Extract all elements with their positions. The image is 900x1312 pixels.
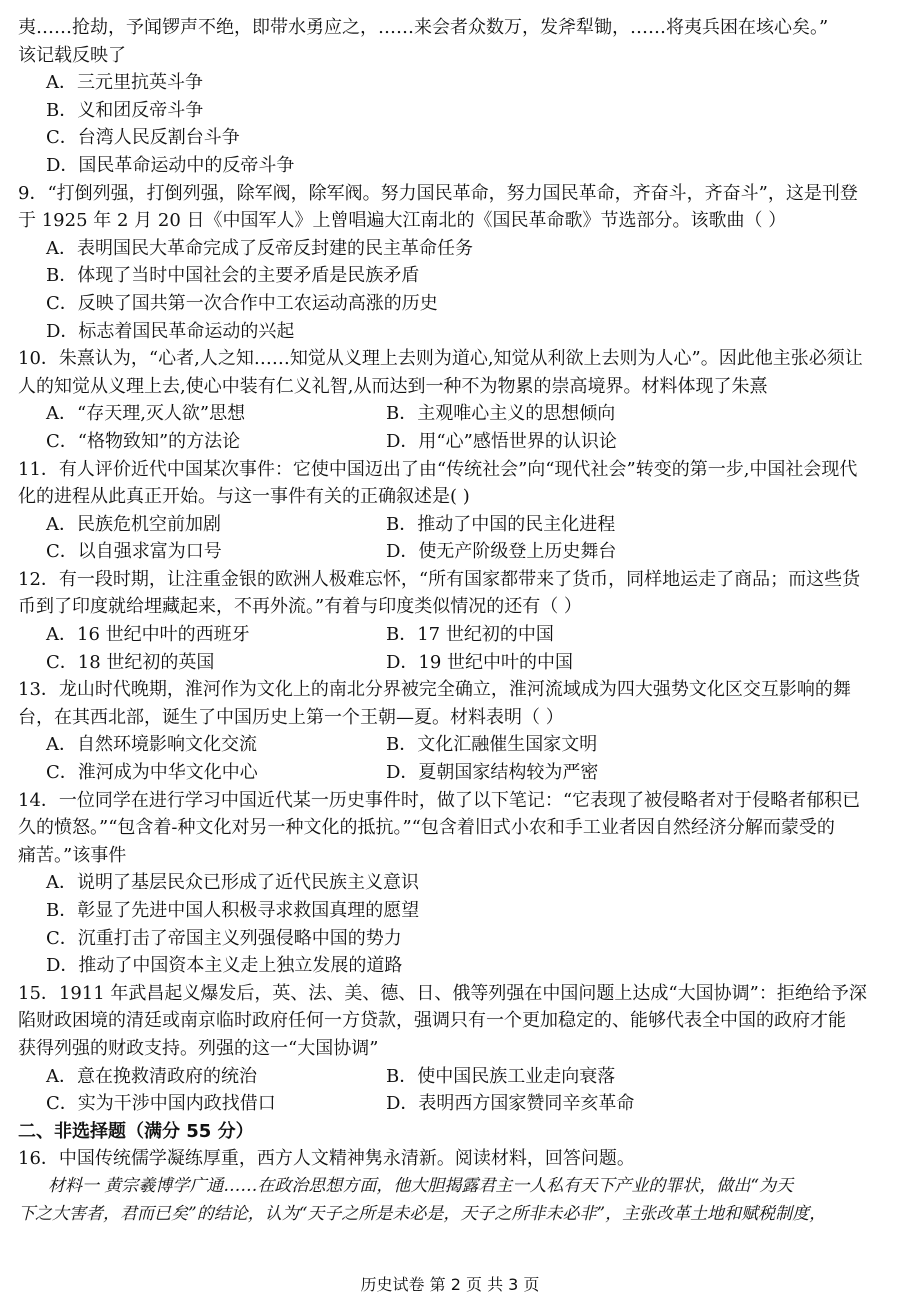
material-text: 材料一 黄宗羲博学广通……在政治思想方面，他大胆揭露君主一人私有天下产业的罪状，做出“为天 xyxy=(48,1175,794,1196)
question-10: 10．朱熹认为，“心者,人之知……知觉从义理上去则为道心,知觉从利欲上去则为人心”。因此他主张必须让 xyxy=(18,348,863,370)
option: C．实为干涉中国内政找借口 xyxy=(46,1093,276,1115)
option: A．说明了基层民众已形成了近代民族主义意识 xyxy=(46,872,419,894)
option: D．用“心”感悟世界的认识论 xyxy=(386,430,617,452)
option: A．16 世纪中叶的西班牙 xyxy=(46,624,250,646)
option: D．19 世纪中叶的中国 xyxy=(386,651,574,673)
option: B．体现了当时中国社会的主要矛盾是民族矛盾 xyxy=(46,265,420,287)
question-13: 13．龙山时代晚期，淮河作为文化上的南北分界被完全确立，淮河流域成为四大强势文化区交互影响的舞 xyxy=(18,679,851,701)
option: C．沉重打击了帝国主义列强侵略中国的势力 xyxy=(46,927,402,949)
option: A．意在挽救清政府的统治 xyxy=(46,1065,257,1087)
option: D．推动了中国资本主义走上独立发展的道路 xyxy=(46,955,403,977)
page-footer: 历史试卷 第 2 页 共 3 页 xyxy=(360,1275,540,1294)
option: A．三元里抗英斗争 xyxy=(46,72,203,94)
option: D．国民革命运动中的反帝斗争 xyxy=(46,154,295,176)
option: D．夏朝国家结构较为严密 xyxy=(386,762,599,784)
question-16: 16．中国传统儒学凝练厚重，西方人文精神隽永清新。阅读材料，回答问题。 xyxy=(18,1148,635,1170)
option: C．反映了国共第一次合作中工农运动高涨的历史 xyxy=(46,292,438,314)
text-line: 夷……抢劫，予闻锣声不绝，即带水勇应之，……来会者众数万，发斧犁锄，……将夷兵困在垓心矣。” xyxy=(18,17,829,38)
option: B．推动了中国的民主化进程 xyxy=(386,513,616,535)
exam-page xyxy=(18,14,882,1228)
option: B．彰显了先进中国人积极寻求救国真理的愿望 xyxy=(46,900,420,921)
option: B．义和团反帝斗争 xyxy=(46,99,204,121)
text-line: 久的愤怒。”“包含着-种文化对另一种文化的抵抗。”“包含着旧式小农和手工业者因自然经济分解而蒙受的 xyxy=(18,817,835,839)
option: B．17 世纪初的中国 xyxy=(386,624,554,646)
section-heading: 二、非选择题（满分 55 分） xyxy=(18,1120,254,1142)
text-line: 人的知觉从义理上去,使心中装有仁义礼智,从而达到一种不为物累的崇高境界。材料体现了朱熹 xyxy=(18,375,768,397)
option: C．18 世纪初的英国 xyxy=(46,651,215,673)
option: C．以自强求富为口号 xyxy=(46,541,222,563)
option: C．淮河成为中华文化中心 xyxy=(46,762,258,784)
option-row xyxy=(18,649,882,677)
option: C．“格物致知”的方法论 xyxy=(46,430,241,452)
option: A．“存天理,灭人欲”思想 xyxy=(46,403,246,425)
option: D．表明西方国家赞同辛亥革命 xyxy=(386,1093,635,1115)
option: A．表明国民大革命完成了反帝反封建的民主革命任务 xyxy=(46,237,473,259)
option: B．文化汇融催生国家文明 xyxy=(386,734,598,756)
question-9: 9．“打倒列强，打倒列强，除军阀，除军阀。努力国民革命，努力国民革命，齐奋斗，齐奋斗”，这是刊登 xyxy=(18,182,858,204)
option-row xyxy=(18,621,882,649)
question-15: 15．1911 年武昌起义爆发后，英、法、美、德、日、俄等列强在中国问题上达成“大国协调”：拒绝给予深 xyxy=(18,982,867,1004)
option: D．使无产阶级登上历史舞台 xyxy=(386,541,617,563)
question-11: 11．有人评价近代中国某次事件：它使中国迈出了由“传统社会”向“现代社会”转变的第一步,中国社会现代 xyxy=(18,458,858,480)
option-row xyxy=(18,731,882,759)
option: B．使中国民族工业走向衰落 xyxy=(386,1065,616,1087)
option-row xyxy=(18,1090,882,1118)
option-row xyxy=(18,538,882,566)
question-14: 14．一位同学在进行学习中国近代某一历史事件时，做了以下笔记：“它表现了被侵略者对于侵略者郁积已 xyxy=(18,789,861,811)
question-12: 12．有一段时期，让注重金银的欧洲人极难忘怀，“所有国家都带来了货币，同样地运走了商品；而这些货 xyxy=(18,568,861,590)
text-line: 获得列强的财政支持。列强的这一“大国协调” xyxy=(18,1037,379,1059)
option-row xyxy=(18,511,882,539)
option: A．自然环境影响文化交流 xyxy=(46,734,257,756)
option: D．标志着国民革命运动的兴起 xyxy=(46,320,295,342)
text-line: 币到了印度就给埋藏起来，不再外流。”有着与印度类似情况的还有（ ） xyxy=(18,596,582,618)
text-line: 化的进程从此真正开始。与这一事件有关的正确叙述是( ) xyxy=(18,486,470,508)
text-line: 陷财政困境的清廷或南京临时政府任何一方贷款，强调只有一个更加稳定的、能够代表全中国的政府才能 xyxy=(18,1010,846,1032)
option-row xyxy=(18,400,882,428)
option: B．主观唯心主义的思想倾向 xyxy=(386,403,616,425)
text-line: 台，在其西北部，诞生了中国历史上第一个王朝—夏。材料表明（ ） xyxy=(18,706,564,728)
option: A．民族危机空前加剧 xyxy=(46,513,221,535)
option-row xyxy=(18,1063,882,1091)
text-line: 该记载反映了 xyxy=(18,44,126,66)
text-line: 痛苦。”该事件 xyxy=(18,844,127,866)
option-row xyxy=(18,428,882,456)
option-row xyxy=(18,759,882,787)
material-text: 下之大害者，君而已矣”的结论，认为“天子之所是未必是，天子之所非未必非”，主张改革土地和赋税制度， xyxy=(18,1203,827,1224)
option: C．台湾人民反割台斗争 xyxy=(46,127,240,149)
text-line: 于 1925 年 2 月 20 日《中国军人》上曾唱遍大江南北的《国民革命歌》节选部分。该歌曲（ ） xyxy=(18,210,787,232)
